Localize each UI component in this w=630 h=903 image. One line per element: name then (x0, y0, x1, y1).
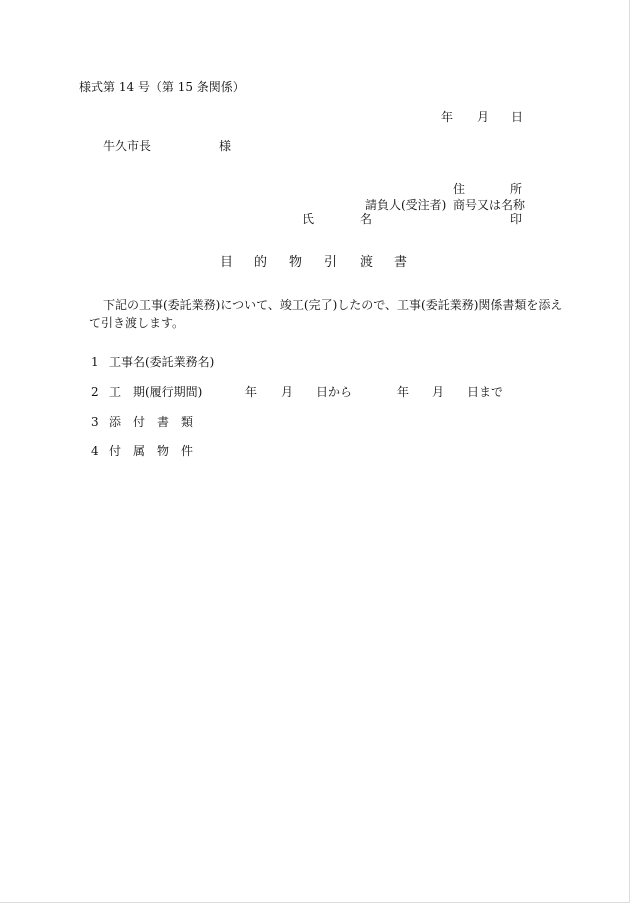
item-2-number: 2 (91, 385, 99, 399)
body-paragraph: 下記の工事(委託業務)について、竣工(完了)したので、工事(委託業務)関係書類を添えて引き渡します。 (89, 298, 563, 330)
item-1-number: 1 (91, 355, 99, 369)
item-2-end-year: 年 (397, 385, 410, 399)
date-month-label: 月 (477, 110, 490, 124)
document-title-char-1: 目 (220, 255, 234, 270)
item-2-start-day: 日から (316, 385, 353, 399)
item-2-start-month: 月 (281, 385, 294, 399)
contractor-person-label-2: 名 (360, 212, 373, 226)
addressee-honorific: 様 (219, 139, 232, 153)
document-title-char-5: 渡 (360, 255, 374, 270)
form-number-label: 様式第 14 号（第 15 条関係） (79, 80, 245, 94)
item-3-label: 添 付 書 類 (109, 415, 194, 429)
document-title-char-2: 的 (254, 255, 268, 270)
item-2-start-year: 年 (245, 385, 258, 399)
date-day-label: 日 (511, 110, 524, 124)
contractor-address-label-1: 住 (453, 182, 466, 196)
contractor-company-label: 商号又は名称 (453, 198, 526, 212)
date-year-label: 年 (441, 110, 454, 124)
contractor-address-label-2: 所 (510, 182, 523, 196)
contractor-person-label-1: 氏 (302, 212, 315, 226)
contractor-role-label: 請負人(受注者) (365, 198, 447, 212)
item-2-end-day: 日まで (467, 385, 504, 399)
item-4-label: 付 属 物 件 (109, 444, 194, 458)
contractor-seal-label: 印 (510, 212, 523, 226)
addressee-name: 牛久市長 (103, 139, 152, 153)
document-title-char-6: 書 (394, 255, 408, 270)
document-title-char-3: 物 (289, 255, 303, 270)
item-4-number: 4 (91, 444, 99, 458)
item-2-end-month: 月 (432, 385, 445, 399)
item-1-label: 工事名(委託業務名) (109, 355, 215, 369)
item-3-number: 3 (91, 415, 99, 429)
item-2-label: 工 期(履行期間) (109, 385, 203, 399)
document-title-char-4: 引 (324, 255, 338, 270)
